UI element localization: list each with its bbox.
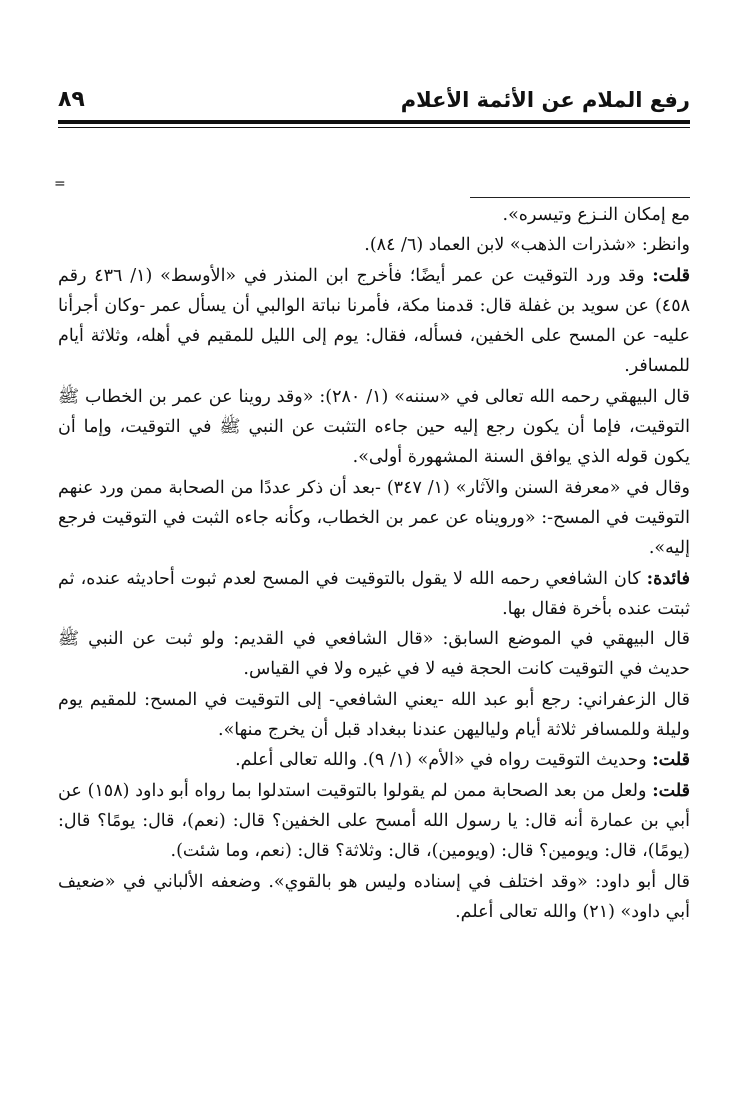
paragraph-lead: قلت: bbox=[652, 750, 690, 771]
paragraph bbox=[58, 685, 690, 746]
paragraph-text: وانظر: «شذرات الذهب» لابن العماد (٦/ ٨٤). bbox=[364, 235, 690, 256]
paragraph bbox=[58, 473, 690, 564]
paragraph-text: قال البيهقي في الموضع السابق: «قال الشافعي في القديم: ولو ثبت عن النبي ﷺ حديث في التوقيت كانت الحجة فيه لا في غيره ولا في القياس. bbox=[58, 629, 690, 680]
paragraph bbox=[58, 200, 690, 230]
paragraph-lead: فائدة: bbox=[646, 568, 690, 589]
header-rule-thick bbox=[58, 120, 690, 124]
header-rule-thin bbox=[58, 127, 690, 128]
footnote-body bbox=[58, 200, 690, 927]
paragraph-text: ولعل من بعد الصحابة ممن لم يقولوا بالتوقيت استدلوا بما رواه أبو داود (١٥٨) عن أبي بن عمارة أنه قال: يا رسول الله أمسح على الخفين؟ قال: (نعم)، قال: يومًا؟ قال: (يومًا)، قال: ويومين؟ قال: (ويومين)، قال: وثلاثة؟ قال: (نعم، وما شئت). bbox=[58, 780, 690, 862]
paragraph bbox=[58, 624, 690, 685]
paragraph-lead: قلت: bbox=[652, 265, 691, 286]
paragraph-text: قال أبو داود: «وقد اختلف في إسناده وليس هو بالقوي». وضعفه الألباني في «ضعيف أبي داود» (٢١) والله تعالى أعلم. bbox=[58, 871, 690, 922]
paragraph-text: وقال في «معرفة السنن والآثار» (١/ ٣٤٧) -بعد أن ذكر عددًا من الصحابة ممن ورد عنهم التوقيت في المسح-: «ورويناه عن عمر بن الخطاب، وكأنه جاءه الثبت في التوقيت فرجع إليه». bbox=[58, 477, 690, 559]
paragraph-text: قال الزعفراني: رجع أبو عبد الله -يعني الشافعي- إلى التوقيت في المسح: للمقيم يوم وليلة وللمسافر ثلاثة أيام ولياليهن عندنا ببغداد قبل أن يخرج منها». bbox=[58, 689, 690, 741]
paragraph-text: قال البيهقي رحمه الله تعالى في «سننه» (١/ ٢٨٠): «وقد روينا عن عمر بن الخطاب ﷺ التوقيت، فإما أن يكون رجع إليه حين جاءه التثبت عن النبي ﷺ في التوقيت، وإما أن يكون قوله الذي يوافق السنة المشهورة أولى». bbox=[58, 386, 690, 468]
paragraph bbox=[58, 261, 690, 382]
paragraph-lead: قلت: bbox=[652, 780, 691, 801]
paragraph bbox=[58, 867, 690, 928]
page-header bbox=[58, 86, 690, 118]
book-title: رفع الملام عن الأئمة الأعلام bbox=[400, 88, 690, 112]
paragraph bbox=[58, 776, 690, 867]
paragraph-text: مع إمكان النـزع وتيسره». bbox=[502, 205, 690, 225]
page-number: ٨٩ bbox=[58, 87, 85, 112]
paragraph-text: وحديث التوقيت رواه في «الأم» (١/ ٩). والله تعالى أعلم. bbox=[235, 750, 653, 771]
paragraph bbox=[58, 382, 690, 473]
paragraph bbox=[58, 564, 690, 625]
paragraph bbox=[58, 230, 690, 260]
footnote-separator bbox=[470, 197, 690, 198]
paragraph bbox=[58, 745, 690, 775]
paragraph-text: كان الشافعي رحمه الله لا يقول بالتوقيت في المسح لعدم ثبوت أحاديثه عنده، ثم ثبتت عنده بأخرة فقال بها. bbox=[58, 568, 690, 619]
paragraph-text: وقد ورد التوقيت عن عمر أيضًا؛ فأخرج ابن المنذر في «الأوسط» (١/ ٤٣٦ رقم ٤٥٨) عن سويد بن غفلة قال: قدمنا مكة، فأمرنا نباتة الوالبي أن يسأل عمر -وكان أجرأنا عليه- عن المسح على الخفين، فسأله، فقال: يوم إلى الليل للمقيم في أهله، وثلاثة أيام للمسافر. bbox=[58, 265, 690, 377]
footnote-continuation-mark: = bbox=[54, 176, 66, 192]
